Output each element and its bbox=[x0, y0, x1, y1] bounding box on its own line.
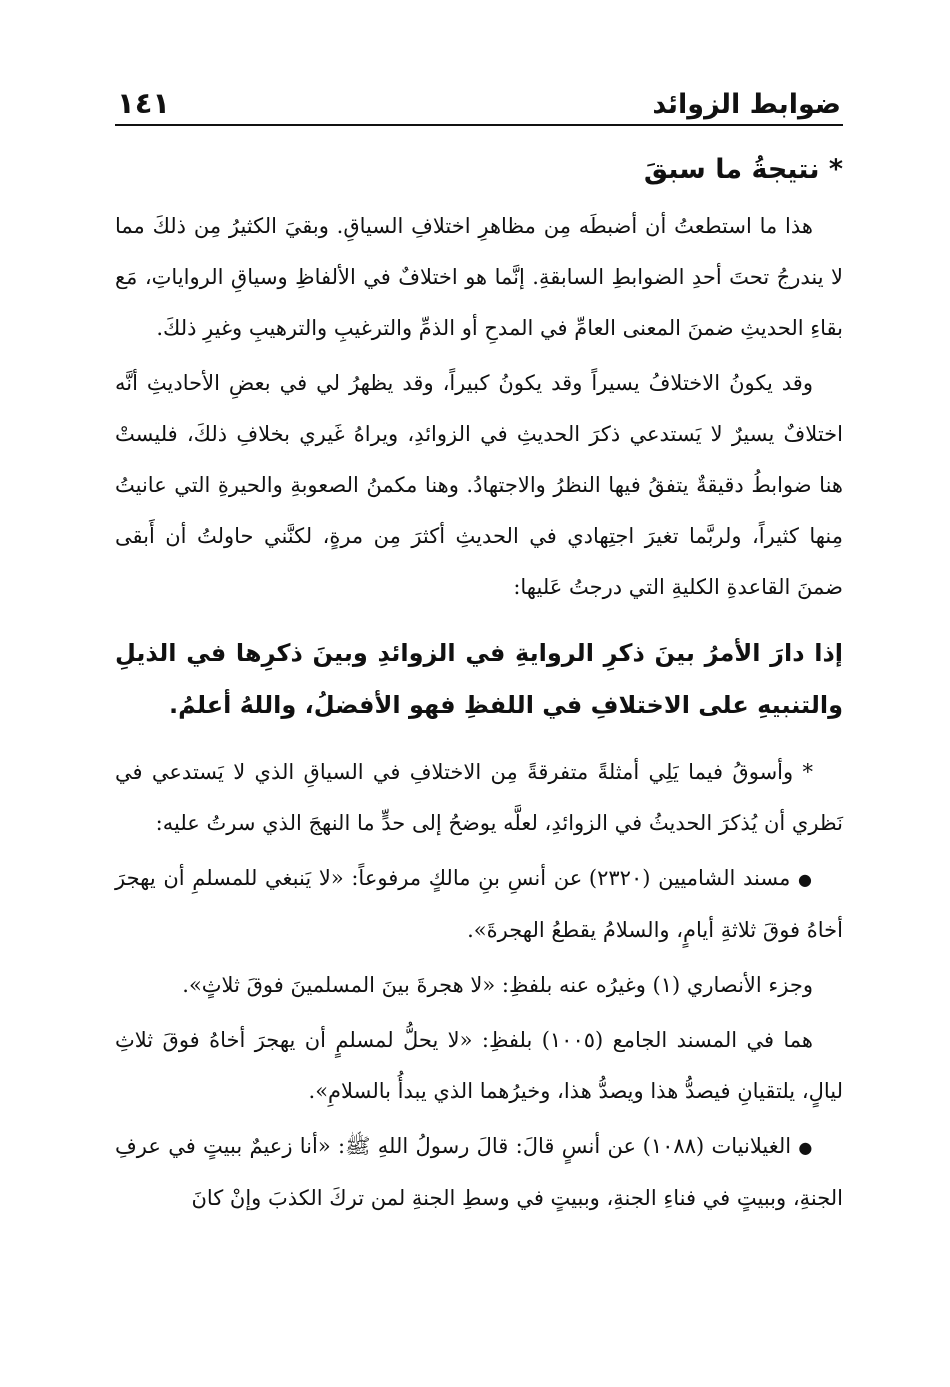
example-text: وجزء الأنصاري (١) وغيرُه عنه بلفظِ: «لا هجرةَ بينَ المسلمينَ فوقَ ثلاثٍ». bbox=[182, 973, 813, 998]
running-header bbox=[115, 78, 843, 126]
rule-statement: إذا دارَ الأمرُ بينَ ذكرِ الروايةِ في الزوائدِ وبينَ ذكرِها في الذيلِ والتنبيهِ على الاختلافِ في اللفظِ فهو الأفضلُ، واللهُ أعلمُ. bbox=[115, 639, 843, 720]
examples-intro: * وأسوقُ فيما يَلِي أمثلةً متفرقةً مِن الاختلافِ في السياقِ الذي لا يَستدعي في نَظري أن يُذكرَ الحديثُ في الزوائدِ، لعلَّه يوضحُ إلى حدٍّ ما النهجَ الذي سرتُ عليه: bbox=[115, 760, 843, 836]
paragraph-1: هذا ما استطعتُ أن أضبطَه مِن مظاهرِ اختلافِ السياقِ. وبقيَ الكثيرُ مِن ذلكَ مما لا يندرجُ تحتَ أحدِ الضوابطِ السابقةِ. إنَّما هو اختلافٌ في الألفاظِ وسياقِ الرواياتِ، مَع بقاءِ الحديثِ ضمنَ المعنى العامِّ في المدحِ أو الذمِّ والترغيبِ والترهيبِ وغيرِ ذلكَ. bbox=[115, 214, 843, 341]
example-text: هما في المسند الجامع (١٠٠٥) بلفظِ: «لا يحلُّ لمسلمٍ أن يهجرَ أخاهُ فوقَ ثلاثِ ليالٍ، يلتقيانِ فيصدُّ هذا ويصدُّ هذا، وخيرُهما الذي يبدأُ بالسلامِ». bbox=[115, 1028, 843, 1104]
example-3 bbox=[115, 1015, 843, 1117]
page-number: ١٤١ bbox=[117, 86, 171, 120]
paragraph-2: وقد يكونُ الاختلافُ يسيراً وقد يكونُ كبيراً، وقد يظهرُ لي في بعضِ الأحاديثِ أنَّه اختلافٌ يسيرٌ لا يَستدعي ذكرَ الحديثِ في الزوائدِ، ويراهُ غَيري بخلافِ ذلكَ، فليستْ هنا ضوابطُ دقيقةٌ يتفقُ فيها النظرُ والاجتهادُ. وهنا مكمنُ الصعوبةِ والحيرةِ التي عانيتُ مِنها كثيراً، ولربَّما تغيرَ اجتِهادي في الحديثِ أكثرَ مِن مرةٍ، لكنَّني حاولتُ أن أَبقى ضمنَ القاعدةِ الكليةِ التي درجتُ عَليها: bbox=[115, 371, 843, 600]
book-page bbox=[115, 78, 843, 1228]
example-2 bbox=[115, 960, 843, 1011]
bullet-icon: ● bbox=[798, 870, 813, 890]
section-heading: * نتيجةُ ما سبقَ bbox=[643, 154, 843, 185]
example-text: مسند الشاميين (٢٣٢٠) عن أنسِ بنِ مالكٍ مرفوعاً: «لا يَنبغي للمسلمِ أن يهجرَ أخاهُ فوقَ ثلاثةِ أيامٍ، والسلامُ يقطعُ الهجرةَ». bbox=[115, 866, 843, 943]
bullet-icon: ● bbox=[798, 1138, 813, 1158]
running-title: ضوابط الزوائد bbox=[652, 89, 841, 120]
example-1 bbox=[115, 853, 843, 956]
example-4 bbox=[115, 1121, 843, 1224]
example-text: الغيلانيات (١٠٨٨) عن أنسٍ قالَ: قالَ رسولُ اللهِ ﷺ: «أنا زعيمٌ ببيتٍ في عرفِ الجنةِ، وببيتٍ في فناءِ الجنةِ، وببيتٍ في وسطِ الجنةِ لمن تركَ الكذبَ وإنْ كانَ bbox=[115, 1134, 843, 1211]
